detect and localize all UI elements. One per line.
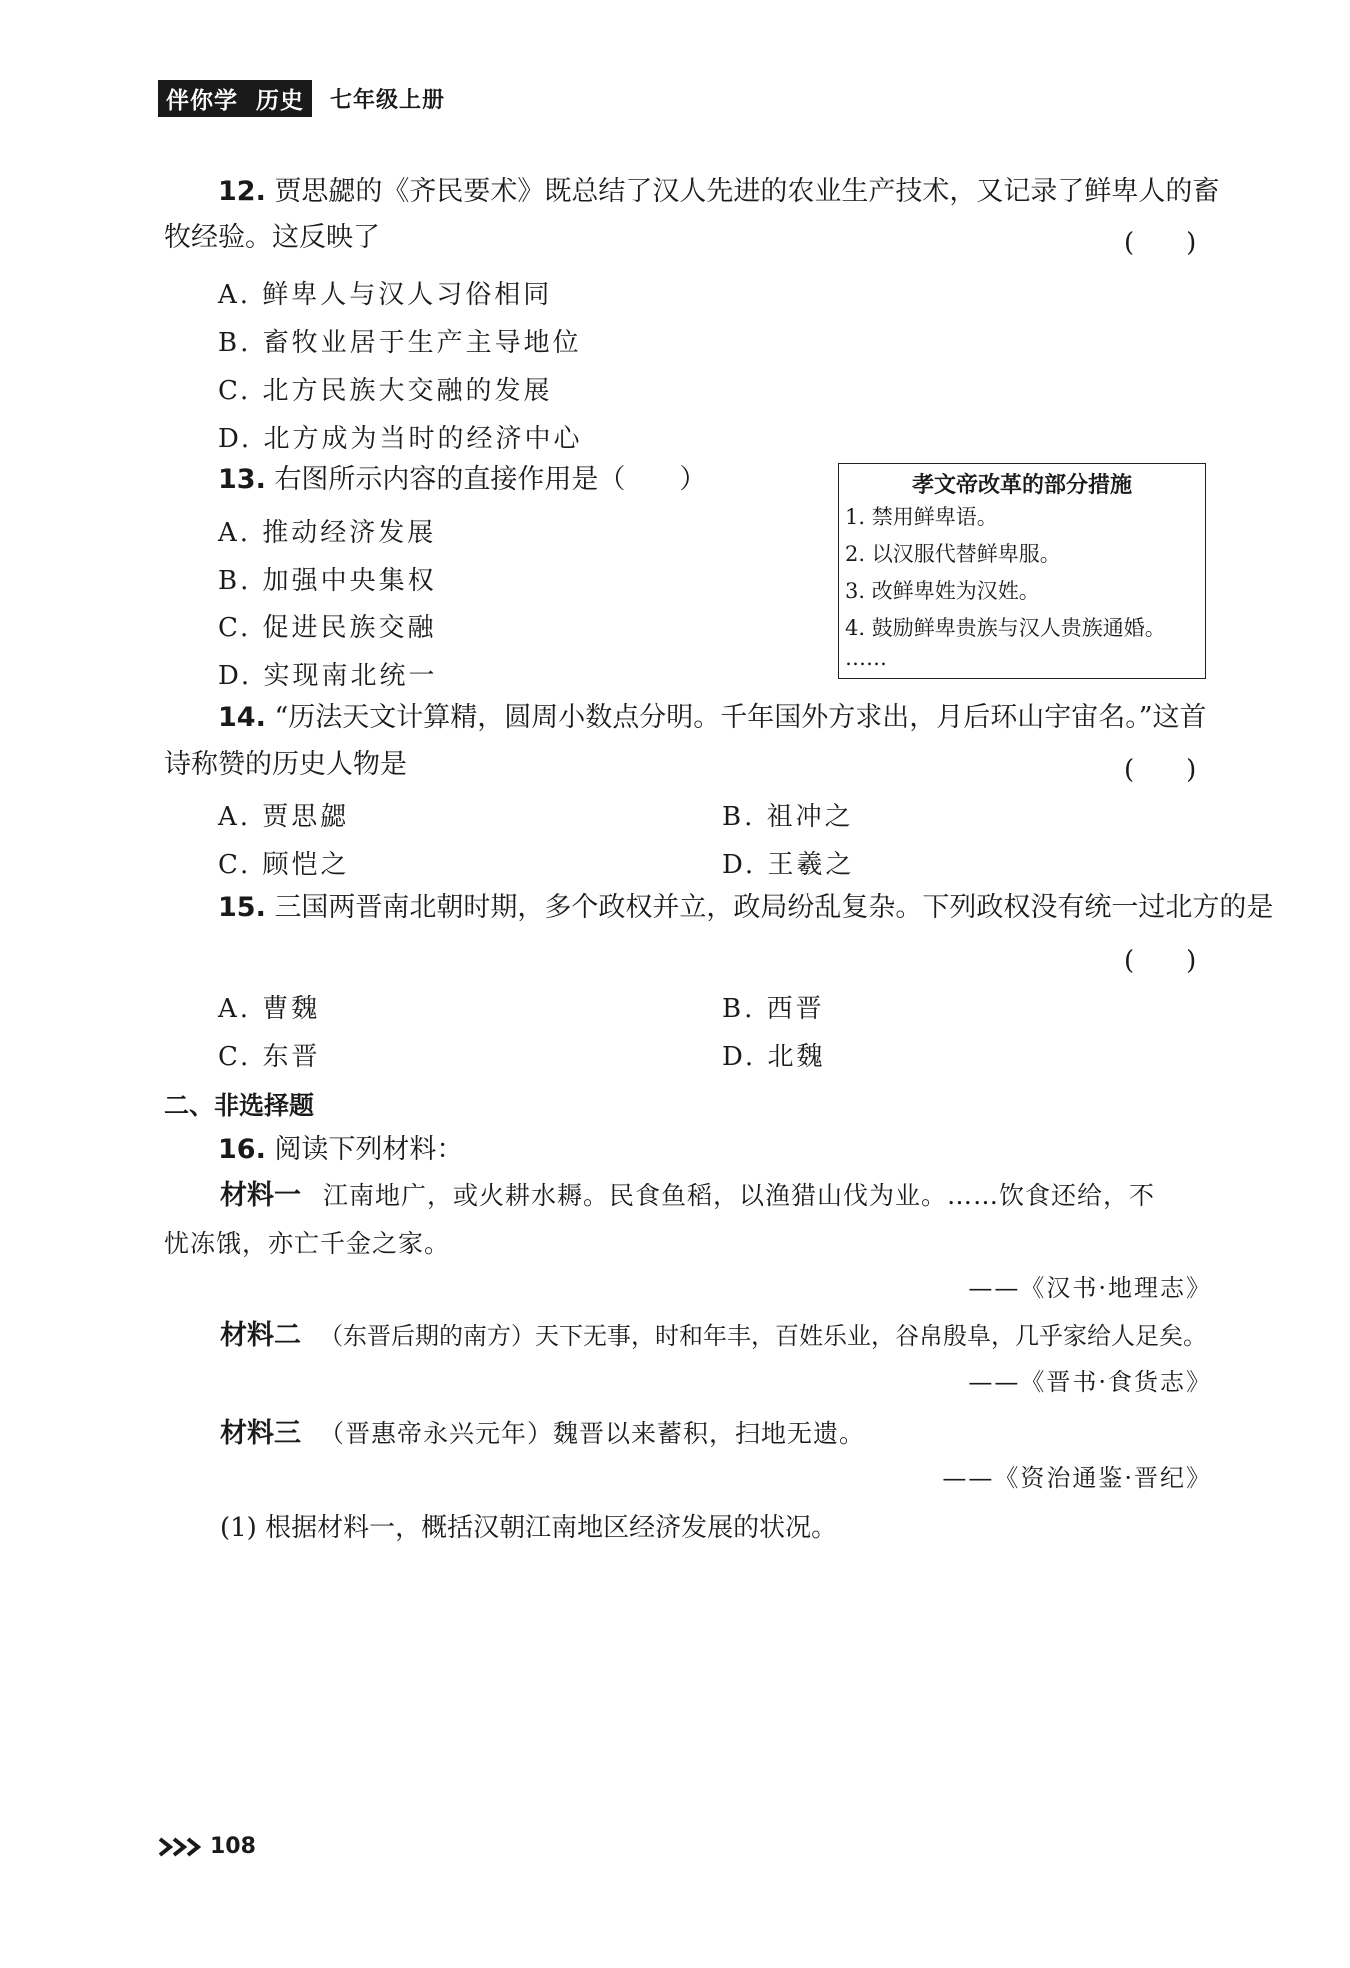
material-2-line: [220, 1312, 1207, 1360]
reform-box-title: 孝文帝改革的部分措施: [911, 473, 1132, 498]
reform-item-ellipsis: ……: [845, 646, 887, 670]
q13-option-c: C. 促进民族交融: [218, 613, 437, 643]
material-3-source: ——《资治通鉴·晋纪》: [942, 1464, 1212, 1492]
q15-number: 15.: [218, 892, 266, 923]
q15-option-d: D. 北魏: [722, 1042, 826, 1072]
q12-number: 12.: [218, 176, 266, 207]
reform-item-1: 1. 禁用鲜卑语。: [845, 505, 998, 529]
material-2-text: （东晋后期的南方）天下无事，时和年丰，百姓乐业，谷帛殷阜，几乎家给人足矣。: [319, 1322, 1207, 1350]
q13-option-a: A. 推动经济发展: [218, 518, 437, 548]
q14-line1: [218, 694, 1207, 742]
reform-item-3: 3. 改鲜卑姓为汉姓。: [845, 579, 1040, 603]
reform-measures-box: [838, 463, 1206, 679]
material-2-label: 材料二: [220, 1320, 301, 1351]
q15-text: 三国两晋南北朝时期，多个政权并立，政局纷乱复杂。下列政权没有统一过北方的是: [274, 892, 1274, 923]
reform-item-4: 4. 鼓励鲜卑贵族与汉人贵族通婚。: [845, 616, 1166, 640]
q14-option-b: B. 祖冲之: [722, 802, 854, 832]
q14-answer-paren: ( ): [1124, 755, 1197, 785]
q12-option-c: C. 北方民族大交融的发展: [218, 376, 553, 406]
q15-line: [218, 884, 1273, 932]
q15-answer-paren: ( ): [1124, 946, 1197, 976]
q12-text-line1: 贾思勰的《齐民要术》既总结了汉人先进的农业生产技术，又记录了鲜卑人的畜: [274, 176, 1220, 207]
q15-option-b: B. 西晋: [722, 994, 825, 1024]
q12-text-line2: 牧经验。这反映了: [164, 222, 380, 253]
triple-chevron-icon: [158, 1836, 206, 1858]
page-number: 108: [210, 1834, 256, 1859]
q14-option-a: A. 贾思勰: [218, 802, 350, 832]
q12-option-d: D. 北方成为当时的经济中心: [218, 424, 583, 454]
q14-text-line2: 诗称赞的历史人物是: [164, 749, 407, 780]
q12-option-a: A. 鲜卑人与汉人习俗相同: [218, 280, 553, 310]
q12-option-b: B. 畜牧业居于生产主导地位: [218, 328, 582, 358]
q13-option-d: D. 实现南北统一: [218, 661, 438, 691]
section-title-non-choice: 二、非选择题: [164, 1091, 315, 1120]
q13-text: 右图所示内容的直接作用是（ ）: [274, 464, 707, 495]
q16-number: 16.: [218, 1134, 266, 1165]
material-1-text-line1: 江南地广，或火耕水耨。民食鱼稻，以渔猎山伐为业。……饮食还给，不: [323, 1181, 1156, 1210]
material-1-line1: [220, 1172, 1155, 1220]
material-3-text: （晋惠帝永兴元年）魏晋以来蓄积，扫地无遗。: [319, 1419, 866, 1448]
material-1-source: ——《汉书·地理志》: [968, 1274, 1212, 1302]
q13-number: 13.: [218, 464, 266, 495]
reform-item-2: 2. 以汉服代替鲜卑服。: [845, 542, 1061, 566]
page-footer: [158, 1834, 256, 1859]
q16-line: [218, 1126, 463, 1174]
material-3-line: [220, 1410, 865, 1458]
material-2-source: ——《晋书·食货志》: [968, 1368, 1212, 1396]
q14-text-line1: “历法天文计算精，圆周小数点分明。千年国外方求出，月后环山宇宙名。”这首: [274, 702, 1207, 733]
subject-name: 历史: [256, 88, 304, 114]
q16-intro: 阅读下列材料：: [274, 1134, 464, 1165]
grade-label: 七年级上册: [330, 87, 446, 113]
page-header: [158, 80, 445, 117]
q16-sub-question-1: (1) 根据材料一，概括汉朝江南地区经济发展的状况。: [220, 1513, 838, 1543]
q12-answer-paren: ( ): [1124, 228, 1197, 258]
q13-option-b: B. 加强中央集权: [218, 566, 437, 596]
q12-line1: [218, 168, 1219, 216]
q15-option-c: C. 东晋: [218, 1042, 321, 1072]
q14-option-d: D. 王羲之: [722, 850, 855, 880]
q14-number: 14.: [218, 702, 266, 733]
q15-option-a: A. 曹魏: [218, 994, 321, 1024]
series-badge: [158, 80, 312, 117]
material-1-text-line2: 忧冻饿，亦亡千金之家。: [164, 1229, 451, 1258]
material-1-label: 材料一: [220, 1180, 301, 1211]
material-3-label: 材料三: [220, 1418, 301, 1449]
q13-line: [218, 456, 706, 504]
series-name: 伴你学: [166, 88, 238, 114]
q14-option-c: C. 顾恺之: [218, 850, 350, 880]
